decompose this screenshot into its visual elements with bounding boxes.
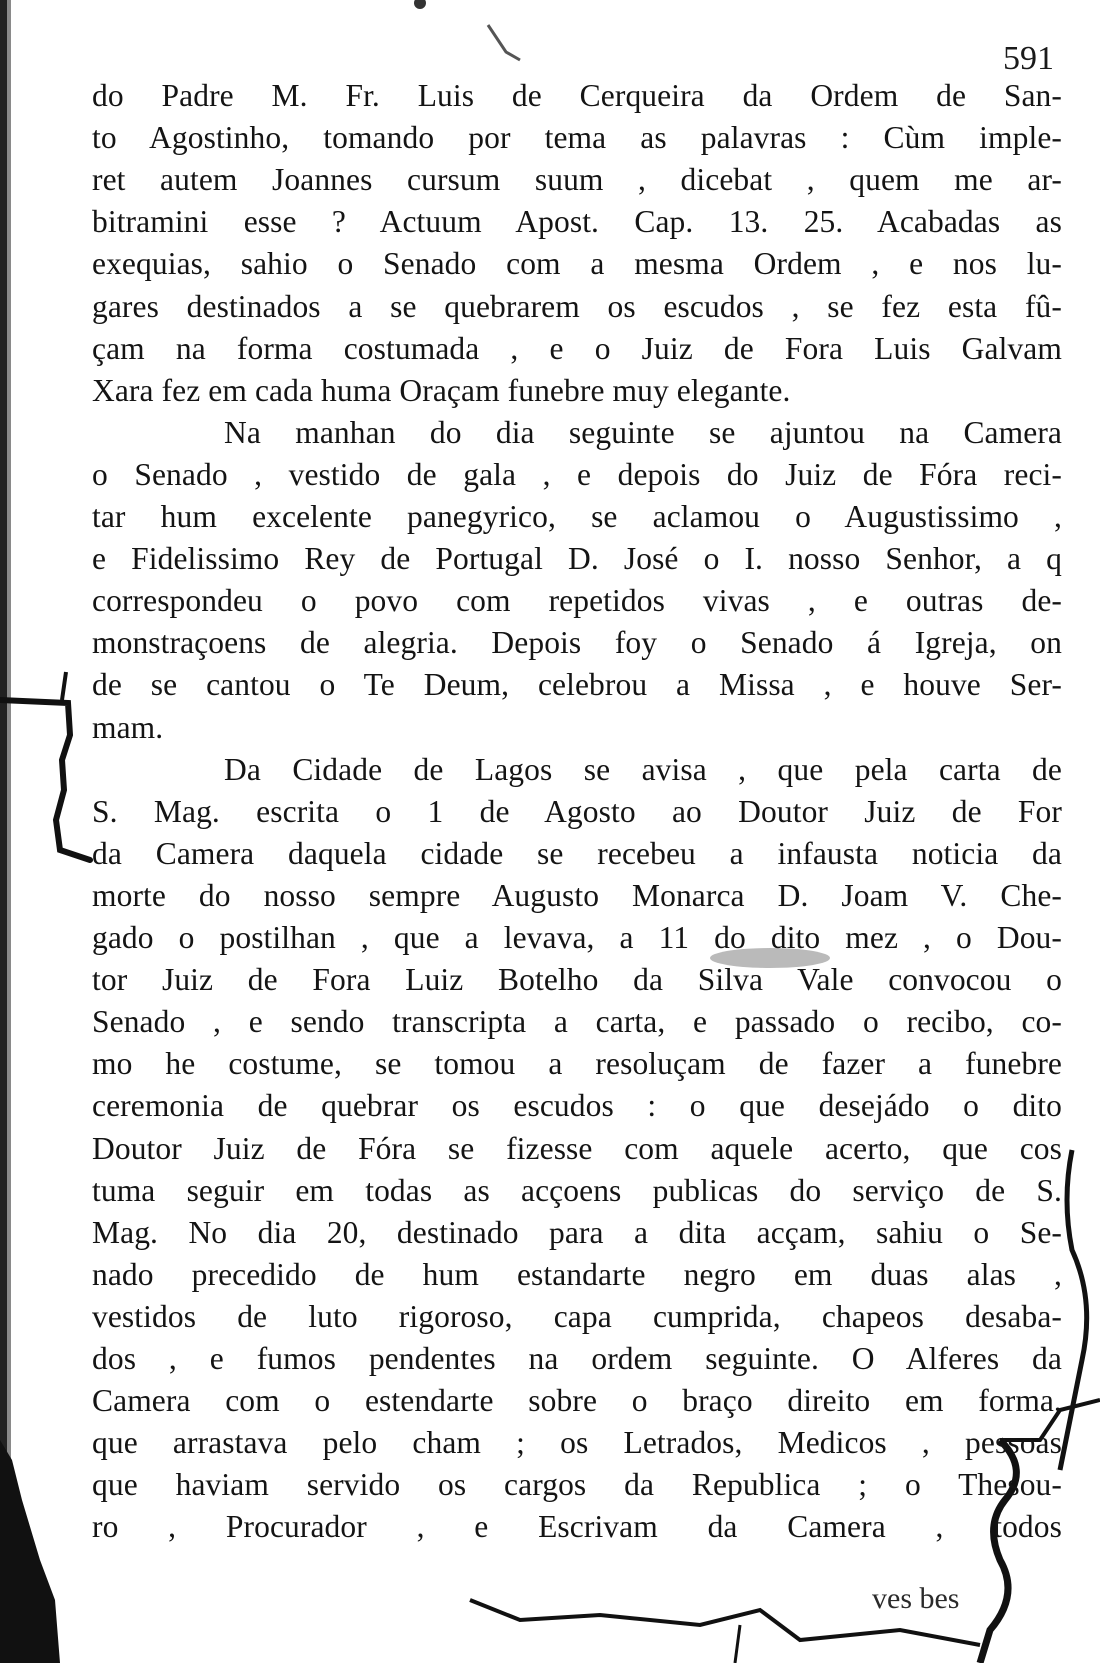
text-line: Senado , e sendo transcripta a carta, e passado o recibo, co- xyxy=(92,1004,1062,1040)
top-smudge xyxy=(488,25,520,60)
text-line: gado o postilhan , que a levava, a 11 do dito mez , o Dou- xyxy=(92,920,1062,955)
text-line: monstraçoens de alegria. Depois foy o Senado á Igreja, on xyxy=(92,625,1062,661)
text-line: mo he costume, se tomou a resoluçam de fazer a funebre xyxy=(92,1046,1062,1082)
text-line: bitramini esse ? Actuum Apost. Cap. 13. 25. Acabadas as xyxy=(92,204,1062,240)
text-line: ro , Procurador , e Escrivam da Camera , todos xyxy=(92,1509,1062,1545)
text-line: vestidos de luto rigoroso, capa cumprida, chapeos desaba- xyxy=(92,1298,1062,1334)
text-line: çam na forma costumada , e o Juiz de Fora Luis Galvam xyxy=(92,330,1062,366)
text-line: correspondeu o povo com repetidos vivas , e outras de- xyxy=(92,583,1062,619)
text-line: Na manhan do dia seguinte se ajuntou na Camera xyxy=(224,414,1062,450)
text-line: Xara fez em cada huma Oraçam funebre muy elegante. xyxy=(92,372,791,408)
left-bracket-mark xyxy=(0,700,90,860)
text-line: do Padre M. Fr. Luis de Cerqueira da Ordem de San- xyxy=(92,78,1062,113)
top-ink-dot xyxy=(414,0,426,9)
text-line: gares destinados a se quebrarem os escudos , se fez esta fû- xyxy=(92,288,1062,324)
text-line: ceremonia de quebrar os escudos : o que desejádo o dito xyxy=(92,1088,1062,1124)
text-line: tor Juiz de Fora Luiz Botelho da Silva Vale convocou o xyxy=(92,962,1062,998)
text-line: to Agostinho, tomando por tema as palavras : Cùm imple- xyxy=(92,120,1062,156)
page-number: 591 xyxy=(1003,40,1054,77)
text-line: Da Cidade de Lagos se avisa , que pela carta de xyxy=(224,751,1062,787)
text-line: tar hum excelente panegyrico, se aclamou o Augustissimo , xyxy=(92,499,1062,534)
text-line: dos , e fumos pendentes na ordem seguinte. O Alferes da xyxy=(92,1341,1062,1376)
text-line: o Senado , vestido de gala , e depois do Juiz de Fóra reci- xyxy=(92,456,1062,492)
text-line: S. Mag. escrita o 1 de Agosto ao Doutor Juiz de For xyxy=(92,793,1062,829)
text-line: ret autem Joannes cursum suum , dicebat , quem me ar- xyxy=(92,162,1062,198)
catchword: ves bes xyxy=(872,1582,960,1615)
bottom-left-tear xyxy=(0,1440,60,1663)
text-line: tuma seguir em todas as acçoens publicas do serviço de S. xyxy=(92,1172,1062,1208)
left-bracket-tick xyxy=(62,672,66,700)
bottom-tear-drop xyxy=(735,1625,740,1663)
left-edge-shadow xyxy=(0,0,7,1663)
text-line: mam. xyxy=(92,709,164,745)
text-line: Doutor Juiz de Fóra se fizesse com aquele acerto, que cos xyxy=(92,1130,1062,1166)
right-crack-1 xyxy=(1060,1150,1087,1470)
text-line: Camera com o estendarte sobre o braço direito em forma, xyxy=(92,1383,1062,1419)
text-line: morte do nosso sempre Augusto Monarca D. Joam V. Che- xyxy=(92,877,1062,913)
text-line: nado precedido de hum estandarte negro em duas alas , xyxy=(92,1256,1062,1292)
text-line: que haviam servido os cargos da Republica ; o Thesou- xyxy=(92,1467,1062,1503)
text-line: Mag. No dia 20, destinado para a dita acçam, sahiu o Se- xyxy=(92,1214,1062,1250)
text-line: de se cantou o Te Deum, celebrou a Missa , e houve Ser- xyxy=(92,667,1062,703)
text-line: e Fidelissimo Rey de Portugal D. José o I. nosso Senhor, a q xyxy=(92,541,1062,577)
left-edge-gradient xyxy=(7,0,11,1663)
text-line: que arrastava pelo cham ; os Letrados, Medicos , pessoas xyxy=(92,1425,1062,1461)
text-line: da Camera daquela cidade se recebeu a infausta noticia da xyxy=(92,835,1062,871)
text-line: exequias, sahio o Senado com a mesma Ordem , e nos lu- xyxy=(92,246,1062,282)
